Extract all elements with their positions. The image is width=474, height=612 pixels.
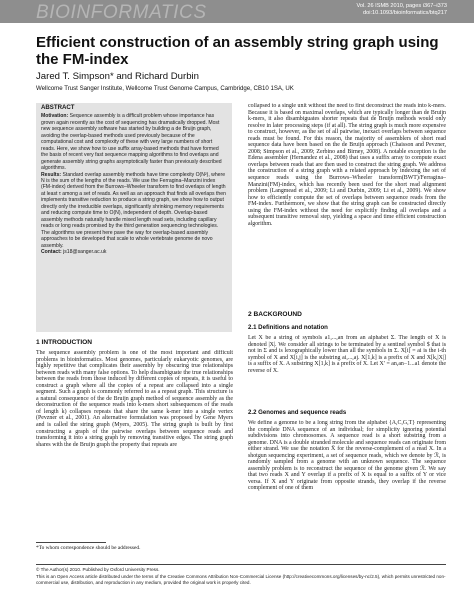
copyright-notice: © The Author(s) 2010. Published by Oxford University Press. (36, 567, 160, 572)
paper-title: Efficient construction of an assembly string graph using the FM-index (36, 34, 439, 68)
abstract-contact (41, 249, 227, 255)
journal-header-bar (0, 0, 474, 23)
results-label: Results: (41, 171, 62, 178)
author-list: Jared T. Simpson* and Richard Durbin (36, 71, 199, 82)
genomes-text: We define a genome to be a long string from the alphabet {A,C,G,T} representing the complete DNA sequence of an individual; for simplicity ignoring potential subdivisions into chromosomes. A sequence read is a short substring from a genome. DNA is a double stranded molecule and sequence reads can originate from either strand. We use the notation X̄ for the reverse-complement of a read X. In a shotgun sequencing experiment, a set of sequence reads, which we denote by ℛ, is randomly sampled from a genome with an unknown sequence. The sequence assembly problem is to reconstruct the sequence of the genome given ℛ. We say that two reads X and Y overlap if a prefix of X is equal to a suffix of Y or vice versa. If X and Y originate from opposite strands, they overlap if the reverse complement of one of them (248, 420, 446, 492)
introduction-text: The sequence assembly problem is one of the most important and difficult problems in bioinformatics. Most genomes, particularly eukaryotic genomes, are highly repetitive that complicates their assembly by obscuring true relationships between reads with many false options. To help disambiguate the true relationships between the reads from those induced by different copies of repeats, it is useful to construct a graph where all the copies of a repeat are collapsed into a single segment. Such a graph is commonly referred to as a repeat graph. This structure is a natural consequence of the de Bruijn graph method of sequence assembly as the deconstruction of the sequence reads into k-mers short subsequences of the reads of length k) collapses repeats that share the same k-mer into a single vertex (Pevzner et al., 2001). An alternative formulation was proposed by Gene Myers and is called the string graph (Myers, 2005). The string graph is built by first constructing a graph of the pairwise overlaps between sequence reads and transforming it into a string graph by removing transitive edges. The string graph shares with the de Bruijn graph the property that repeats are (36, 350, 233, 448)
correspondence-footnote: *To whom correspondence should be addressed. (36, 545, 141, 551)
definitions-text: Let X be a string of symbols a1,...,an from an alphabet Σ. The length of X is denoted |X|. We consider all strings to be terminated by a sentinel symbol $ that is not in Σ and is lexographically lower than all the symbols in Σ. X[i] = ai is the i-th symbol of X and X[i,j] is the substring ai,...,aj. X[1,k] is a prefix of X and X[k,|X|] is a suffix of X. A substring X[1,k] is a prefix of X. Let X′ = an,an−1...a1 denote the reverse of X. (248, 335, 446, 374)
footer-divider (36, 564, 446, 565)
background-heading: 2 BACKGROUND (248, 311, 302, 318)
abstract-box (36, 103, 232, 332)
abstract-heading: ABSTRACT (41, 104, 75, 111)
citation-info (357, 3, 448, 17)
contact-email[interactable]: js18@sanger.ac.uk (63, 248, 107, 255)
abstract-motivation (41, 113, 227, 171)
motivation-text: Sequence assembly is a difficult problem whose importance has grown again recently as the cost of sequencing has dramatically dropped. Most new sequence assembly software has started by building a de Bruijn graph, avoiding the overlap-based methods used previously because of the computational cost and complexity of these with very large numbers of short reads. Here, we show how to use suffix array-based methods that have formed the basis of recent very fast sequence mapping algorithms to find overlaps and generate assembly string graphs asymptotically faster than previously described algorithms. (41, 113, 222, 172)
results-text: Standard overlap assembly methods have time complexity O(N²), where N is the sum of the lengths of the reads. We use the Ferragina–Manzini index (FM-index) derived from the Burrows–Wheeler transform to find overlaps of length at least τ among a set of reads. As well as an approach that finds all overlaps then implements transitive reduction to produce a string graph, we show how to output directly only the irreducible overlaps, significantly shrinking memory requirements and reducing compute time to O(N), independent of depth. Overlap-based assembly methods naturally handle mixed length read sets, including capillary reads or long reads promised by the third generation sequencing technologies. The algorithms we present here pave the way for overlap-based assembly approaches to be developed that scale to whole vertebrate genome de novo assembly. (41, 171, 226, 249)
license-notice: This is an Open Access article distributed under the terms of the Creative Commons Attribution Non-Commercial License (http://creativecommons.org/licenses/by-nc/2.5), which permits unrestricted non-commercial use, distribution, and reproduction in any medium, provided the original work is properly cited. (36, 574, 446, 585)
contact-label: Contact: (41, 248, 62, 255)
abstract-results (41, 172, 227, 249)
definitions-subheading: 2.1 Definitions and notation (248, 324, 328, 331)
doi-line: doi:10.1093/bioinformatics/btq217 (363, 10, 447, 16)
affiliation: Wellcome Trust Sanger Institute, Wellcome Trust Genome Campus, Cambridge, CB10 1SA, UK (36, 85, 294, 92)
introduction-continued-text: collapsed to a single unit without the need to first deconstruct the reads into k-mers. Because it is based on maximal overlaps, which are typically longer than de Bruijn k-mers, it also disambiguates shorter repeats that de Bruijn methods would only resolve in later processing steps (if at all). The string graph is much more expensive to construct, however, as the set of all pairwise, inexact overlaps between sequence reads must be found. For this reason, the majority of assemblers of short read sequence data have been based on the de Bruijn approach (Chaisson and Pevzner, 2008; Simpson et al., 2009; Zerbino and Birney, 2008). A notable exception is the Edena assembler (Hernandez et al., 2008) that uses a suffix array to compute exact overlaps between reads that are then used to construct the string graph. We address the construction of a string graph with a related approach by indexing the set of sequence reads using the Burrows–Wheeler transform(BWT)/Ferragina–Manzini(FM)-index, which has recently been used for the short read alignment problem (Langmead et al., 2009; Li and Durbin, 2009; Li et al., 2009). We show how to efficiently compute the set of overlaps between sequence reads from the FM-index. Furthermore, we show that the string graph can be constructed directly using the FM-index without the need for explicitly finding all overlaps and a subsequent transitive removal step, yielding a space and time efficient construction algorithm. (248, 103, 446, 227)
footnote-divider (36, 542, 106, 543)
journal-name: BIOINFORMATICS (36, 2, 207, 23)
genomes-subheading: 2.2 Genomes and sequence reads (248, 409, 347, 416)
introduction-heading: 1 INTRODUCTION (36, 339, 93, 346)
motivation-label: Motivation: (41, 113, 69, 120)
citation-line: Vol. 26 ISMB 2010, pages i367–i373 (356, 3, 447, 9)
